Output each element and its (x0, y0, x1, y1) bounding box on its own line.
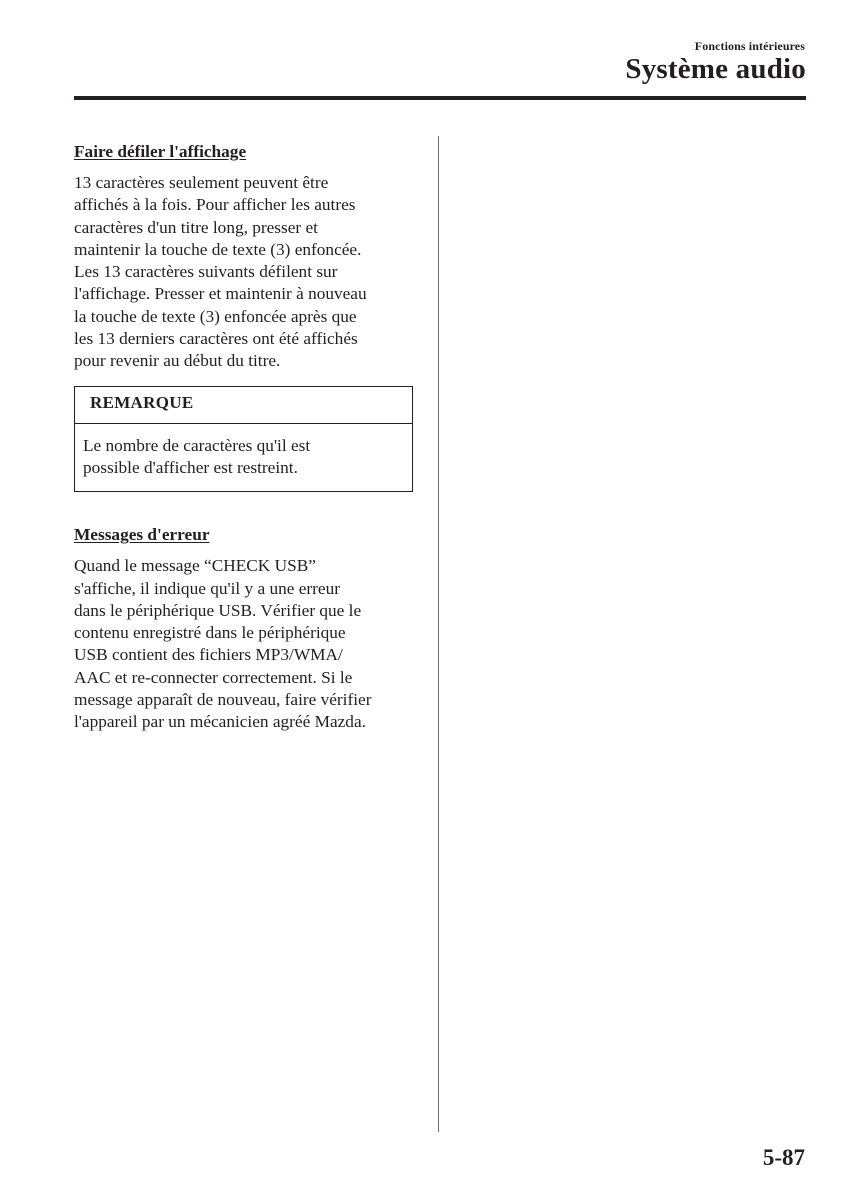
text-line: pour revenir au début du titre. (74, 351, 281, 371)
text-line: caractères d'un titre long, presser et (74, 217, 318, 237)
note-label: REMARQUE (75, 387, 412, 424)
page-title: Système audio (625, 53, 806, 85)
column-divider (438, 136, 439, 1132)
text-line: 13 caractères seulement peuvent être (74, 173, 329, 192)
text-line: affichés à la fois. Pour afficher les autres (74, 195, 356, 215)
text-line: s'affiche, il indique qu'il y a une erreur (74, 578, 340, 598)
header-rule (74, 96, 806, 100)
page-number: 5-87 (762, 1145, 805, 1170)
text-line: message apparaît de nouveau, faire vérifier (74, 690, 372, 710)
text-line: dans le périphérique USB. Vérifier que le (74, 600, 362, 620)
text-line: Quand le message “CHECK USB” (74, 556, 316, 576)
text-line: l'appareil par un mécanicien agréé Mazda. (74, 712, 366, 732)
left-column (74, 140, 420, 734)
note-line: Le nombre de caractères qu'il est (83, 435, 311, 455)
note-body (75, 424, 412, 492)
text-line: la touche de texte (3) enfoncée après que (74, 306, 357, 326)
text-line: l'affichage. Presser et maintenir à nouveau (74, 284, 367, 304)
section-title: Fonctions intérieures (694, 39, 805, 53)
note-box (74, 386, 413, 493)
section-heading-error-messages: Messages d'erreur (74, 525, 210, 545)
section-heading-scroll-display: Faire défiler l'affichage (74, 142, 247, 161)
text-line: Les 13 caractères suivants défilent sur (74, 262, 338, 282)
note-line: possible d'afficher est restreint. (83, 457, 298, 477)
text-line: maintenir la touche de texte (3) enfoncée. (74, 239, 362, 259)
paragraph-scroll-display (74, 172, 420, 373)
text-line: les 13 derniers caractères ont été affichés (74, 329, 358, 349)
text-line: AAC et re-connecter correctement. Si le (74, 667, 353, 687)
paragraph-error-messages (74, 555, 420, 733)
text-line: USB contient des fichiers MP3/WMA/ (74, 645, 343, 665)
text-line: contenu enregistré dans le périphérique (74, 623, 346, 643)
